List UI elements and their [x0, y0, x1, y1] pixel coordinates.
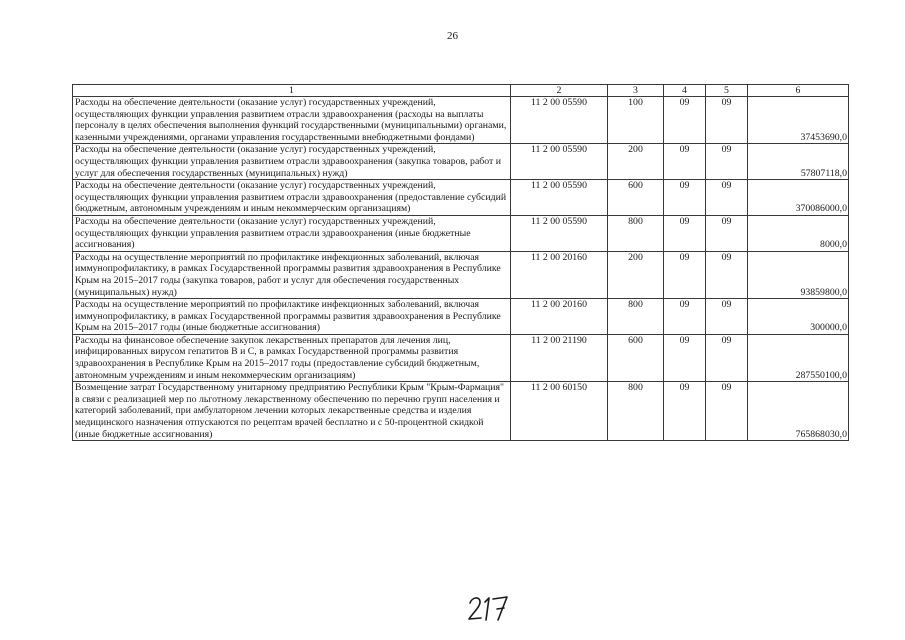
page-number: 26	[447, 30, 458, 42]
row-col-5: 09	[706, 382, 748, 441]
table-row	[73, 97, 849, 144]
row-code: 11 2 00 05590	[511, 180, 608, 216]
row-col-3: 200	[608, 144, 664, 180]
row-col-5: 09	[706, 215, 748, 251]
table-row	[73, 251, 849, 298]
row-col-3: 200	[608, 251, 664, 298]
budget-table	[72, 84, 849, 441]
row-amount: 57807118,0	[748, 144, 849, 180]
table-row	[73, 144, 849, 180]
table-row	[73, 215, 849, 251]
table-row	[73, 180, 849, 216]
row-description: Расходы на обеспечение деятельности (оказание услуг) государственных учреждений, осуществляющих функции управления развитием отрасли здравоохранения (иные бюджетные ассигнования)	[73, 215, 511, 251]
row-code: 11 2 00 05590	[511, 215, 608, 251]
row-col-3: 100	[608, 97, 664, 144]
row-col-3: 800	[608, 215, 664, 251]
row-description: Расходы на осуществление мероприятий по профилактике инфекционных заболеваний, включая иммунопрофилактику, в рамках Государственной программы развития здравоохранения в Республике Крым на 2015–2017 годы (иные бюджетные ассигнования)	[73, 299, 511, 335]
row-col-4: 09	[664, 180, 706, 216]
row-code: 11 2 00 05590	[511, 97, 608, 144]
row-amount: 8000,0	[748, 215, 849, 251]
row-code: 11 2 00 60150	[511, 382, 608, 441]
header-col-1: 1	[73, 85, 511, 97]
row-code: 11 2 00 05590	[511, 144, 608, 180]
row-col-4: 09	[664, 215, 706, 251]
row-description: Расходы на осуществление мероприятий по профилактике инфекционных заболеваний, включая иммунопрофилактику, в рамках Государственной программы развития здравоохранения в Республике Крым на 2015–2017 годы (закупка товаров, работ и услуг для обеспечения государственных (муниципальных) нужд)	[73, 251, 511, 298]
row-description: Расходы на обеспечение деятельности (оказание услуг) государственных учреждений, осуществляющих функции управления развитием отрасли здравоохранения (закупка товаров, работ и услуг для обеспечения государственных (муниципальных) нужд)	[73, 144, 511, 180]
row-amount: 765868030,0	[748, 382, 849, 441]
row-col-5: 09	[706, 251, 748, 298]
row-col-5: 09	[706, 97, 748, 144]
row-amount: 300000,0	[748, 299, 849, 335]
row-col-4: 09	[664, 251, 706, 298]
row-amount: 287550100,0	[748, 334, 849, 381]
row-col-4: 09	[664, 97, 706, 144]
row-code: 11 2 00 20160	[511, 299, 608, 335]
header-col-3: 3	[608, 85, 664, 97]
table-row	[73, 334, 849, 381]
header-col-2: 2	[511, 85, 608, 97]
table-row	[73, 299, 849, 335]
header-col-4: 4	[664, 85, 706, 97]
row-col-3: 600	[608, 334, 664, 381]
row-amount: 37453690,0	[748, 97, 849, 144]
row-col-3: 600	[608, 180, 664, 216]
header-col-5: 5	[706, 85, 748, 97]
handwritten-page-number	[468, 594, 510, 622]
table-row	[73, 382, 849, 441]
row-description: Возмещение затрат Государственному унитарному предприятию Республики Крым "Крым-Фармация" в связи с реализацией мер по льготному лекарственному обеспечению по перечню групп населения и категорий заболеваний, при амбулаторном лечении которых лекарственные средства и изделия медицинского назначения отпускаются по рецептам врачей бесплатно и с 50-процентной скидкой (иные бюджетные ассигнования)	[73, 382, 511, 441]
table-header-row	[73, 85, 849, 97]
header-col-6: 6	[748, 85, 849, 97]
row-col-3: 800	[608, 382, 664, 441]
row-code: 11 2 00 20160	[511, 251, 608, 298]
row-amount: 370086000,0	[748, 180, 849, 216]
row-description: Расходы на финансовое обеспечение закупок лекарственных препаратов для лечения лиц, инфицированных вирусом гепатитов В и С, в рамках Государственной программы развития здравоохранения в Республике Крым на 2015–2017 годы (предоставление субсидий бюджетным, автономным учреждениям и иным некоммерческим организациям)	[73, 334, 511, 381]
row-col-5: 09	[706, 334, 748, 381]
row-col-4: 09	[664, 299, 706, 335]
row-col-5: 09	[706, 180, 748, 216]
row-col-5: 09	[706, 299, 748, 335]
row-description: Расходы на обеспечение деятельности (оказание услуг) государственных учреждений, осуществляющих функции управления развитием отрасли здравоохранения (расходы на выплаты персоналу в целях обеспечения выполнения функций государственными (муниципальными) органами, казенными учреждениями, органами управления государственными внебюджетными фондами)	[73, 97, 511, 144]
row-col-3: 800	[608, 299, 664, 335]
row-col-4: 09	[664, 144, 706, 180]
row-code: 11 2 00 21190	[511, 334, 608, 381]
row-col-5: 09	[706, 144, 748, 180]
row-description: Расходы на обеспечение деятельности (оказание услуг) государственных учреждений, осуществляющих функции управления развитием отрасли здравоохранения (предоставление субсидий бюджетным, автономным учреждениям и иным некоммерческим организациям)	[73, 180, 511, 216]
row-col-4: 09	[664, 382, 706, 441]
row-col-4: 09	[664, 334, 706, 381]
row-amount: 93859800,0	[748, 251, 849, 298]
